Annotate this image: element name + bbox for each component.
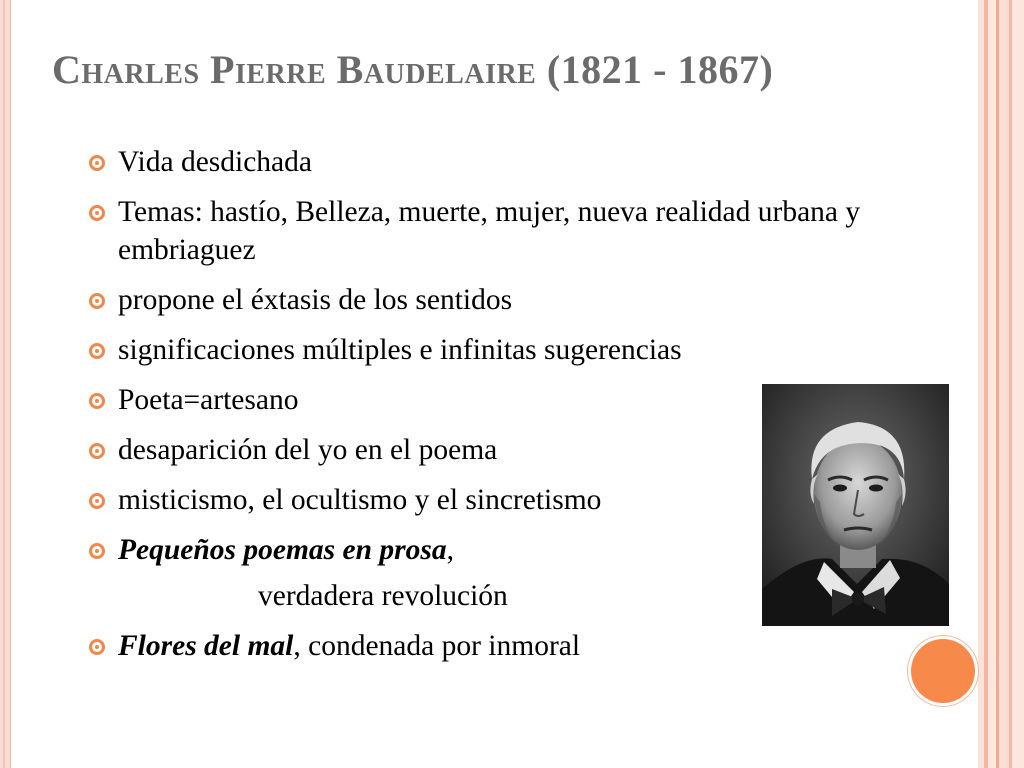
- circle-bullet-icon: [89, 343, 105, 359]
- bullet-text: Poeta=artesano: [118, 384, 299, 416]
- circle-bullet-icon: [89, 205, 105, 221]
- decorative-circle: [911, 639, 975, 703]
- portrait-photo: [762, 384, 949, 626]
- bullet-text: , condenada por inmoral: [293, 630, 581, 662]
- bullet-text: propone el éxtasis de los sentidos: [118, 284, 513, 316]
- right-stripe-decoration: [988, 0, 996, 768]
- circle-bullet-icon: [89, 293, 105, 309]
- bullet-text: Temas: hastío, Belleza, muerte, mujer, nueva realidad urbana y embriaguez: [118, 196, 861, 266]
- bullet-text: significaciones múltiples e infinitas sugerencias: [118, 334, 682, 366]
- bullet-text: desaparición del yo en el poema: [118, 434, 498, 466]
- circle-bullet-icon: [89, 443, 105, 459]
- book-title-text: Pequeños poemas en prosa: [118, 534, 447, 566]
- right-stripe-decoration: [999, 0, 1009, 768]
- circle-bullet-icon: [89, 639, 105, 655]
- bullet-item: [88, 193, 908, 269]
- circle-bullet-icon: [89, 155, 105, 171]
- slide-title: Charles Pierre Baudelaire (1821 - 1867): [52, 47, 774, 92]
- bullet-text: verdadera revolución: [258, 580, 508, 612]
- left-border-decoration: [0, 0, 11, 768]
- bullet-item: [88, 331, 908, 369]
- right-stripe-decoration: [1012, 0, 1024, 768]
- bullet-item: [88, 143, 908, 181]
- circle-bullet-icon: [89, 493, 105, 509]
- book-title-text: Flores del mal: [118, 630, 294, 662]
- bullet-item: [88, 627, 908, 665]
- bullet-text: ,: [446, 534, 454, 566]
- bullet-item: [88, 281, 908, 319]
- bullet-text: misticismo, el ocultismo y el sincretismo: [118, 484, 602, 516]
- circle-bullet-icon: [89, 543, 105, 559]
- bullet-text: Vida desdichada: [118, 146, 312, 178]
- circle-bullet-icon: [89, 393, 105, 409]
